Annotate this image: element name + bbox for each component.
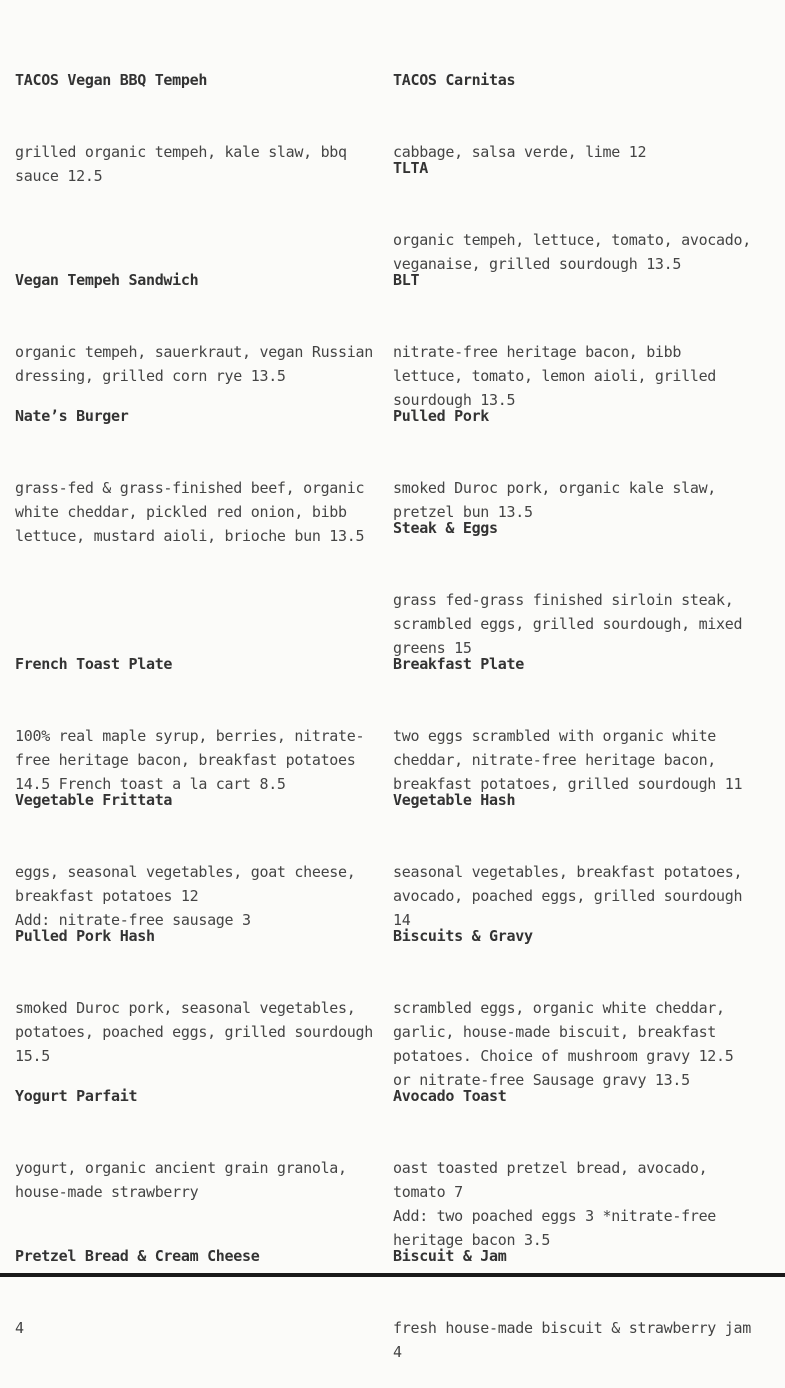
- menu-item-biscuit-and-jam: [393, 1196, 773, 1388]
- menu-item-name: TACOS Vegan BBQ Tempeh: [15, 71, 208, 89]
- menu-item-description: grass fed-grass finished sirloin steak, scrambled eggs, grilled sourdough, mixed greens 15: [393, 591, 743, 657]
- menu-item-description: grilled organic tempeh, kale slaw, bbq sauce 12.5: [15, 143, 347, 185]
- menu-item-name: Avocado Toast: [393, 1087, 507, 1105]
- menu-item-description: cabbage, salsa verde, lime 12: [393, 143, 647, 161]
- menu-item-name: Vegetable Frittata: [15, 791, 173, 809]
- menu-item-name: BLT: [393, 271, 420, 289]
- menu-item-description: 100% real maple syrup, berries, nitrate- free heritage bacon, breakfast potatoes 14.5 French toast a la cart 8.5: [15, 727, 365, 793]
- menu-item-name: Pretzel Bread & Cream Cheese: [15, 1247, 260, 1265]
- menu-item-name: Pulled Pork Hash: [15, 927, 155, 945]
- menu-item-description: organic tempeh, sauerkraut, vegan Russian dressing, grilled corn rye 13.5: [15, 343, 373, 385]
- menu-item-name: Steak & Eggs: [393, 519, 498, 537]
- menu-item-description: 4: [15, 1319, 24, 1337]
- menu-item-description: nitrate-free heritage bacon, bibb lettuce, tomato, lemon aioli, grilled sourdough 13.5: [393, 343, 717, 409]
- menu-item-nates-burger: [15, 356, 387, 572]
- menu-item-description: grass-fed & grass-finished beef, organic white cheddar, pickled red onion, bibb lettuce, mustard aioli, brioche bun 13.5: [15, 479, 365, 545]
- menu-item-name: TLTA: [393, 159, 428, 177]
- menu-item-description: smoked Duroc pork, seasonal vegetables, potatoes, poached eggs, grilled sourdough 15.5: [15, 999, 373, 1065]
- menu-item-name: Vegan Tempeh Sandwich: [15, 271, 199, 289]
- menu-item-name: Pulled Pork: [393, 407, 490, 425]
- menu-item-name: Yogurt Parfait: [15, 1087, 138, 1105]
- menu-item-name: Biscuits & Gravy: [393, 927, 533, 945]
- menu-item-description: fresh house-made biscuit & strawberry jam 4: [393, 1319, 751, 1361]
- menu-item-description: scrambled eggs, organic white cheddar, garlic, house-made biscuit, breakfast potatoes. Choice of mushroom gravy 12.5 or nitrate-free Sausage gravy 13.5: [393, 999, 734, 1089]
- menu-item-name: Nate’s Burger: [15, 407, 129, 425]
- menu-item-description: smoked Duroc pork, organic kale slaw, pretzel bun 13.5: [393, 479, 717, 521]
- menu-item-description: organic tempeh, lettuce, tomato, avocado, veganaise, grilled sourdough 13.5: [393, 231, 751, 273]
- menu-item-description: eggs, seasonal vegetables, goat cheese, breakfast potatoes 12 Add: nitrate-free sausage 3: [15, 863, 356, 929]
- menu-item-description: oast toasted pretzel bread, avocado, tomato 7 Add: two poached eggs 3 *nitrate-free heritage bacon 3.5: [393, 1159, 717, 1249]
- bottom-divider: [0, 1273, 785, 1277]
- menu-item-tacos-vegan-bbq-tempeh: [15, 20, 387, 212]
- menu-item-name: Breakfast Plate: [393, 655, 524, 673]
- menu-item-description: two eggs scrambled with organic white cheddar, nitrate-free heritage bacon, breakfast potatoes, grilled sourdough 11: [393, 727, 743, 793]
- menu-item-description: yogurt, organic ancient grain granola, house-made strawberry: [15, 1159, 347, 1201]
- menu-item-name: French Toast Plate: [15, 655, 173, 673]
- menu-item-pretzel-bread-cream-cheese: [15, 1196, 387, 1364]
- menu-item-description: seasonal vegetables, breakfast potatoes, avocado, poached eggs, grilled sourdough 14: [393, 863, 743, 929]
- menu-item-name: Vegetable Hash: [393, 791, 516, 809]
- menu-item-name: Biscuit & Jam: [393, 1247, 507, 1265]
- menu-item-name: TACOS Carnitas: [393, 71, 516, 89]
